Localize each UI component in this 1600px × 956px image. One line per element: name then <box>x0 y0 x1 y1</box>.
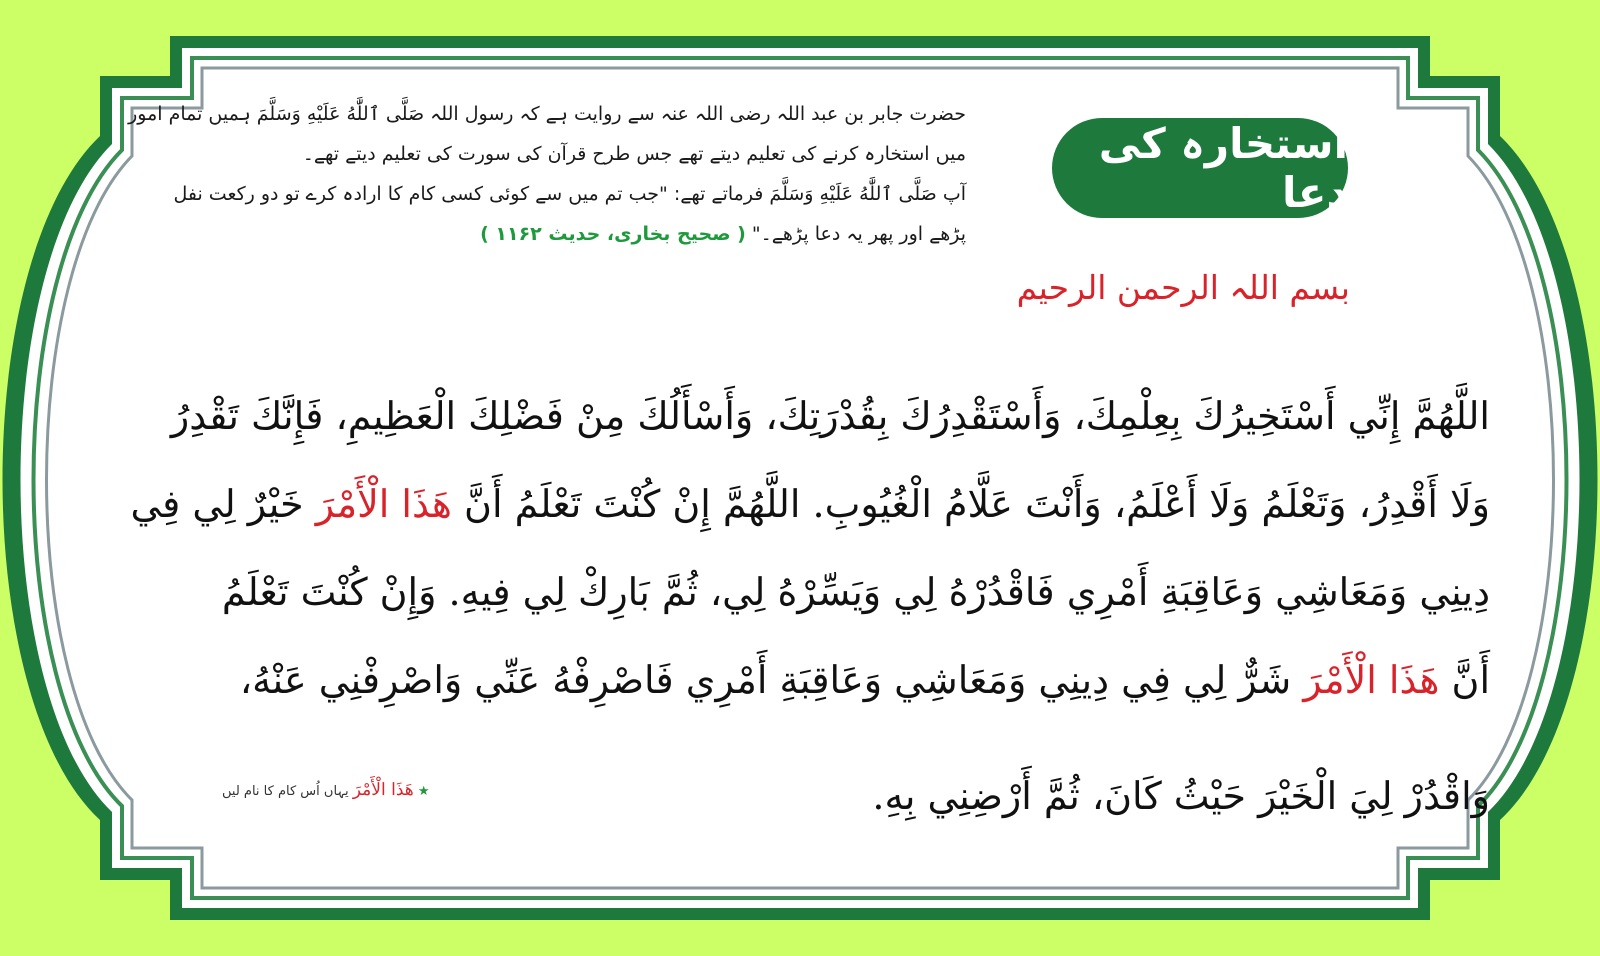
dua-last-row <box>200 752 1490 840</box>
footnote-text: یہاں اُس کام کا نام لیں <box>222 784 349 799</box>
footnote <box>222 780 430 800</box>
intro-line-text: پڑھے اور پھر یہ دعا پڑھے۔" <box>751 223 966 245</box>
dua-highlight: هَذَا الْأَمْرَ <box>315 482 452 526</box>
dua-highlight: هَذَا الْأَمْرَ <box>1303 658 1440 702</box>
dua-segment: وَلَا أَقْدِرُ، وَتَعْلَمُ وَلَا أَعْلَمُ، وَأَنْتَ عَلَّامُ الْغُيُوبِ. اللَّهُمَّ إِنْ كُنْتَ تَعْلَمُ أَنَّ <box>464 482 1490 526</box>
footnote-highlight: هَذَا الْأَمْرَ <box>352 780 414 800</box>
dua-segment: شَرٌّ لِي فِي دِينِي وَمَعَاشِي وَعَاقِبَةِ أَمْرِي فَاصْرِفْهُ عَنِّي وَاصْرِفْنِي عَنْهُ، <box>239 658 1292 702</box>
intro-line: میں استخارہ کرنے کی تعلیم دیتے تھے جس طرح قرآن کی سورت کی تعلیم دیتے تھے۔ <box>302 143 966 165</box>
dua-line <box>100 460 1490 548</box>
dua-line: اللَّهُمَّ إِنِّي أَسْتَخِيرُكَ بِعِلْمِكَ، وَأَسْتَقْدِرُكَ بِقُدْرَتِكَ، وَأَسْأَلُكَ مِنْ فَضْلِكَ الْعَظِيمِ، فَإِنَّكَ تَقْدِرُ <box>170 394 1490 438</box>
intro-paragraph <box>128 94 966 254</box>
page-title: استخارہ کی دعا <box>1052 118 1348 218</box>
dua-segment: أَنَّ <box>1451 658 1490 702</box>
bismillah-calligraphy: بسم اللہ الرحمن الرحیم <box>1016 268 1350 307</box>
dua-line <box>100 636 1490 724</box>
intro-line <box>206 214 966 254</box>
dua-text <box>100 372 1490 724</box>
dua-line: وَاقْدُرْ لِيَ الْخَيْرَ حَيْثُ كَانَ، ثُمَّ أَرْضِنِي بِهِ. <box>872 774 1490 818</box>
star-icon: ★ <box>417 784 430 799</box>
hadith-reference: ( صحیح بخاری، حدیث ۱۱۶۲ ) <box>480 223 746 245</box>
intro-line: آپ صَلَّى ٱللَّٰهُ عَلَيْهِ وَسَلَّمَ فرماتے تھے: "جب تم میں سے کوئی کسی کام کا ارادہ کرے تو دو رکعت نفل <box>173 183 966 205</box>
dua-line: دِينِي وَمَعَاشِي وَعَاقِبَةِ أَمْرِي فَاقْدُرْهُ لِي وَيَسِّرْهُ لِي، ثُمَّ بَارِكْ لِي فِيهِ. وَإِنْ كُنْتَ تَعْلَمُ <box>221 570 1490 614</box>
dua-segment: خَيْرٌ لِي فِي <box>130 482 304 526</box>
intro-line: حضرت جابر بن عبد اللہ رضی اللہ عنہ سے روایت ہے کہ رسول اللہ صَلَّى ٱللَّٰهُ عَلَيْهِ وَسَلَّمَ ہمیں تمام امور <box>128 103 966 125</box>
